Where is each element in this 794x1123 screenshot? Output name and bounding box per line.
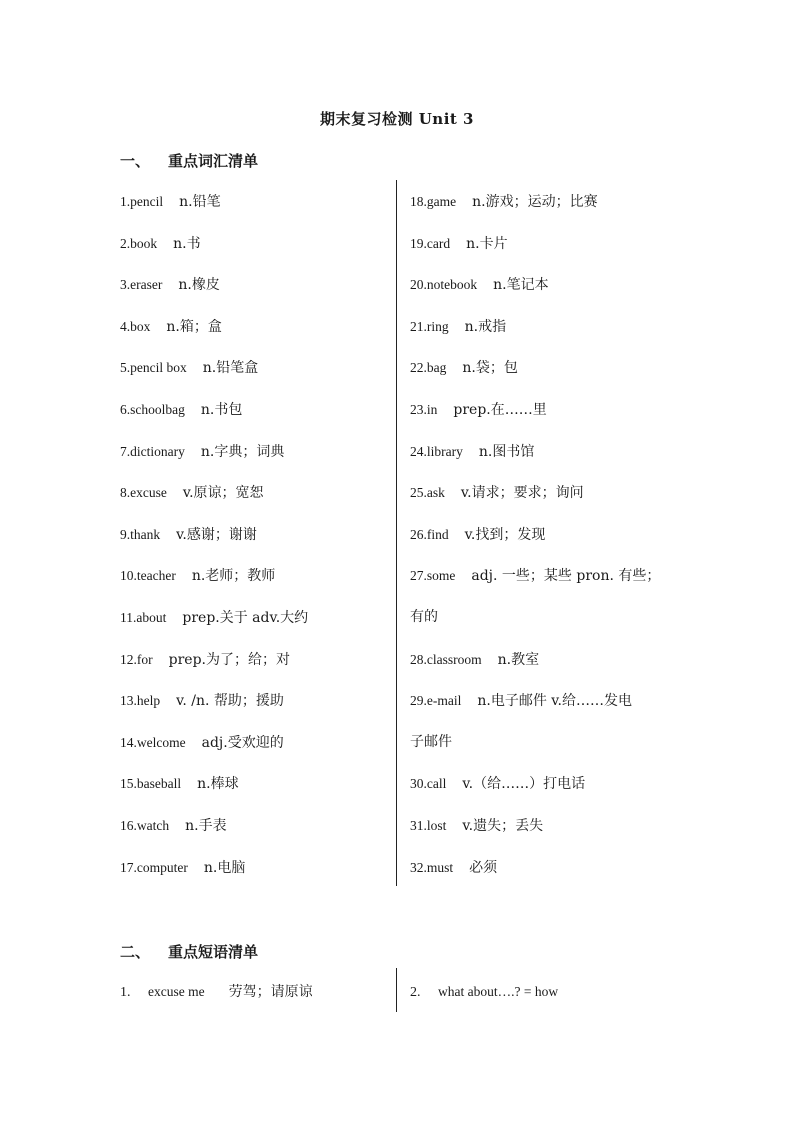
vocab-word: 20.notebook bbox=[410, 277, 478, 293]
vocab-word: 31.lost bbox=[410, 817, 447, 833]
vocab-word: 14.welcome bbox=[120, 734, 186, 750]
vocab-word: 10.teacher bbox=[120, 568, 176, 584]
vocab-meaning: 有的 bbox=[410, 608, 438, 625]
vocab-word: 16.watch bbox=[120, 817, 170, 833]
vocab-meaning: n.铅笔 bbox=[179, 194, 221, 210]
vocab-entry bbox=[120, 597, 390, 639]
vocab-word: 11.about bbox=[120, 609, 167, 625]
vocab-entry bbox=[410, 264, 700, 306]
vocab-meaning: n.箱；盒 bbox=[166, 318, 222, 335]
vocab-entry bbox=[120, 431, 390, 473]
vocab-meaning: v.（给……）打电话 bbox=[462, 776, 586, 793]
vocab-meaning: v. /n. 帮助；援助 bbox=[176, 693, 284, 710]
vocab-entry bbox=[120, 555, 390, 597]
vocab-meaning: v.感谢；谢谢 bbox=[176, 526, 257, 543]
vocab-word: 15.baseball bbox=[120, 776, 182, 792]
vocab-word: 4.box bbox=[120, 318, 151, 334]
vocab-word: 29.e-mail bbox=[410, 693, 462, 709]
vocab-entry bbox=[120, 514, 390, 556]
vocab-entry bbox=[410, 597, 700, 639]
vocab-meaning: v.请求；要求；询问 bbox=[460, 485, 584, 502]
vocab-meaning: n.字典；词典 bbox=[200, 443, 285, 460]
vocab-entry bbox=[410, 555, 700, 597]
section-title: 重点短语清单 bbox=[168, 943, 259, 961]
vocab-meaning: v.遗失；丢失 bbox=[462, 817, 544, 834]
section-heading-vocab bbox=[120, 150, 258, 171]
vocab-meaning: n.卡片 bbox=[466, 235, 508, 252]
vocab-meaning: adj. 一些；某些 pron. 有些； bbox=[471, 568, 661, 585]
vocab-meaning: n.书包 bbox=[200, 401, 243, 418]
vocab-meaning: n.老师；教师 bbox=[191, 568, 276, 585]
phrase-number: 2. bbox=[410, 985, 421, 1000]
vocab-meaning: prep.关于 adv.大约 bbox=[182, 609, 309, 626]
vocab-word: 23.in bbox=[410, 401, 438, 417]
vocab-word: 27.some bbox=[410, 568, 456, 584]
vocab-word: 32.must bbox=[410, 859, 454, 875]
vocab-word: 12.for bbox=[120, 651, 153, 667]
vocab-word: 17.computer bbox=[120, 859, 188, 875]
vocab-meaning: v.找到；发现 bbox=[464, 526, 546, 543]
vocab-word: 7.dictionary bbox=[120, 443, 185, 459]
vocab-entry bbox=[120, 347, 390, 389]
vocab-word: 3.eraser bbox=[120, 277, 163, 293]
vocab-meaning: n.戒指 bbox=[464, 318, 507, 335]
vocab-entry bbox=[410, 722, 700, 764]
vocab-entry bbox=[410, 639, 700, 681]
vocab-word: 21.ring bbox=[410, 318, 449, 334]
vocab-meaning: n.教室 bbox=[497, 651, 540, 668]
vocab-entry bbox=[120, 680, 390, 722]
vocab-entry bbox=[120, 389, 390, 431]
phrase-number: 1. bbox=[120, 985, 131, 1000]
vocab-word: 18.game bbox=[410, 194, 457, 209]
vocab-meaning: n.游戏；运动；比赛 bbox=[472, 194, 598, 210]
vocab-entry bbox=[410, 680, 700, 722]
phrase-english: what about….? = how bbox=[438, 984, 559, 999]
vocab-meaning: adj.受欢迎的 bbox=[201, 734, 284, 751]
vocab-meaning: 必须 bbox=[469, 859, 498, 876]
vocab-entry bbox=[120, 805, 390, 847]
vocab-entry bbox=[410, 431, 700, 473]
vocab-word: 24.library bbox=[410, 443, 463, 459]
vocab-meaning: n.袋；包 bbox=[462, 360, 518, 377]
vocab-word: 13.help bbox=[120, 693, 161, 709]
section-number: 二、 bbox=[120, 943, 151, 961]
vocab-meaning: n.电脑 bbox=[203, 859, 246, 876]
vocab-word: 22.bag bbox=[410, 360, 447, 376]
vocab-entry bbox=[410, 472, 700, 514]
vocab-meaning: v.原谅；宽恕 bbox=[182, 485, 264, 502]
section-title: 重点词汇清单 bbox=[168, 152, 259, 170]
vocab-word: 1.pencil bbox=[120, 194, 164, 209]
vocab-entry bbox=[410, 181, 700, 223]
phrase-item bbox=[120, 981, 313, 1004]
vocab-entry bbox=[120, 264, 390, 306]
vocab-entry bbox=[120, 847, 390, 889]
phrase-column-divider bbox=[396, 968, 397, 1012]
section-heading-phrases bbox=[120, 941, 258, 962]
vocab-right-column bbox=[410, 181, 700, 888]
vocab-meaning: prep.为了；给；对 bbox=[168, 651, 290, 668]
vocab-word: 8.excuse bbox=[120, 485, 167, 501]
vocab-meaning: n.电子邮件 v.给……发电 bbox=[477, 693, 632, 710]
vocab-meaning: n.铅笔盒 bbox=[202, 360, 259, 377]
vocab-word: 9.thank bbox=[120, 526, 161, 542]
vocab-meaning: n.书 bbox=[173, 235, 201, 252]
page-title: 期末复习检测 Unit 3 bbox=[320, 110, 474, 128]
vocab-entry bbox=[120, 223, 390, 265]
vocab-word: 6.schoolbag bbox=[120, 401, 185, 417]
vocab-word: 5.pencil box bbox=[120, 360, 187, 376]
vocab-meaning: n.图书馆 bbox=[478, 443, 535, 460]
vocab-word: 28.classroom bbox=[410, 651, 482, 667]
vocab-meaning: n.橡皮 bbox=[178, 277, 220, 294]
vocab-entry bbox=[120, 722, 390, 764]
vocab-entry bbox=[120, 181, 390, 223]
vocab-entry bbox=[120, 639, 390, 681]
column-divider bbox=[396, 180, 397, 886]
vocab-entry bbox=[410, 347, 700, 389]
vocab-entry bbox=[120, 306, 390, 348]
phrase-item bbox=[410, 981, 558, 1004]
vocab-meaning: 子邮件 bbox=[410, 733, 452, 750]
vocab-entry bbox=[120, 472, 390, 514]
vocab-word: 30.call bbox=[410, 776, 447, 792]
vocab-meaning: n.手表 bbox=[185, 817, 227, 834]
phrase-english: excuse me bbox=[148, 984, 205, 999]
vocab-meaning: n.笔记本 bbox=[493, 277, 549, 294]
vocab-meaning: n.棒球 bbox=[197, 776, 239, 793]
vocab-entry bbox=[410, 763, 700, 805]
vocab-entry bbox=[410, 514, 700, 556]
vocab-word: 19.card bbox=[410, 235, 451, 251]
vocab-meaning: prep.在……里 bbox=[453, 401, 547, 418]
vocab-entry bbox=[410, 306, 700, 348]
vocab-left-column bbox=[120, 181, 390, 888]
vocab-word: 25.ask bbox=[410, 485, 445, 501]
vocab-entry bbox=[410, 389, 700, 431]
vocab-word: 2.book bbox=[120, 235, 158, 251]
vocab-entry bbox=[120, 763, 390, 805]
phrase-chinese: 劳驾；请原谅 bbox=[228, 984, 313, 1000]
vocab-entry bbox=[410, 847, 700, 889]
vocab-word: 26.find bbox=[410, 526, 449, 542]
vocab-entry bbox=[410, 805, 700, 847]
vocab-entry bbox=[410, 223, 700, 265]
section-number: 一、 bbox=[120, 152, 151, 170]
